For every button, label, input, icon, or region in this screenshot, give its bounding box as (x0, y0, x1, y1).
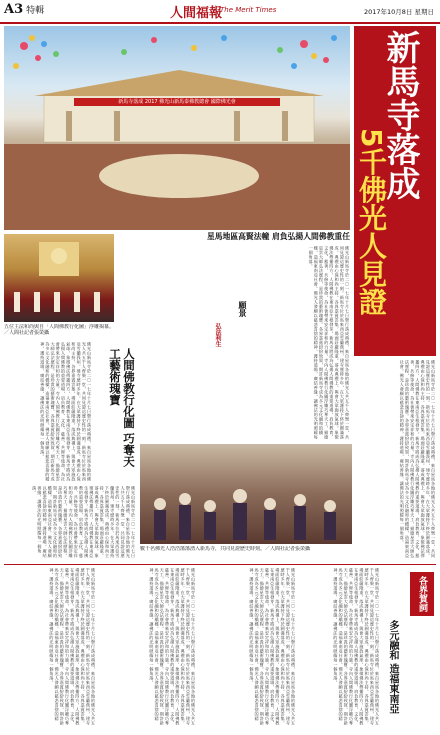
bottom-text-3: 佛光山新馬寺於二〇一七年十月七日舉行落成典禮，來自星馬各地的佛光人共五千人齊聚一堂，共同見證這歷史性的一刻。新馬寺位於馬來西亞雪蘭莪州，建寺歷時多年，在大眾護持下終於圓滿落成。典禮由心保和尚主持，各界嘉賓雲集，場面莊嚴隆重。落成典禮上，與會大眾施放氣球，象徵佛法傳播四方，人間佛教在東南亞生根發芽。新馬寺將成為弘揚人間佛教的重要道場，肩負教育、文化、慈善、共修等使命，為社會帶來安定祥和的力量。寺內人間佛教行化圖浮雕巧奪天工，描繪星雲大師弘法歷程，是珍貴的藝術瑰寶。各界嘉賓紛紛致賀，期許新馬寺成為多元文化融和的橋樑，造福東南亞社會。佛光人發願以慈悲喜捨的精神，護持道場，廣結善緣，讓佛法的光明照耀每一個角落。 (249, 568, 296, 726)
issue-date: 2017年10月8日 星期日 (363, 8, 434, 16)
section-head-vision: 願景 (238, 301, 247, 317)
bottom-text-1: 佛光山新馬寺於二〇一七年十月七日舉行落成典禮，來自星馬各地的佛光人共五千人齊聚一堂，共同見證這歷史性的一刻。新馬寺位於馬來西亞雪蘭莪州，建寺歷時多年，在大眾護持下終於圓滿落成。典禮由心保和尚主持，各界嘉賓雲集，場面莊嚴隆重。落成典禮上，與會大眾施放氣球，象徵佛法傳播四方，人間佛教在東南亞生根發芽。新馬寺將成為弘揚人間佛教的重要道場，肩負教育、文化、慈善、共修等使命，為社會帶來安定祥和的力量。寺內人間佛教行化圖浮雕巧奪天工，描繪星雲大師弘法歷程，是珍貴的藝術瑰寶。各界嘉賓紛紛致賀，期許新馬寺成為多元文化融和的橋樑，造福東南亞社會。佛光人發願以慈悲喜捨的精神，護持道場，廣結善緣，讓佛法的光明照耀每一個角落。 (49, 568, 96, 726)
altar-caption: 五位主法和尚與自「人間佛教行化圖」浮雕揭幕。／人間社記者張榮攝 (4, 324, 114, 336)
crowd-illustration (140, 444, 352, 544)
art-headline: 人間佛教行化圖 巧奪天工藝術瑰寶 (108, 348, 136, 468)
altar-illustration (4, 234, 114, 322)
section-head-support: 弘法利生 (214, 323, 221, 347)
section-divider (4, 564, 436, 565)
page-header (0, 0, 440, 24)
subheadline: 星馬地區高賢法幢 肩負弘揚人間佛教重任 (206, 232, 350, 241)
body-text-left: 佛光山新馬寺於二〇一七年十月七日舉行落成典禮，來自星馬各地的佛光人共五千人齊聚一堂，共同見證這歷史性的一刻。新馬寺位於馬來西亞雪蘭莪州，建寺歷時多年，在大眾護持下終於圓滿落成。典禮由心保和尚主持，各界嘉賓雲集，場面莊嚴隆重。落成典禮上，與會大眾施放氣球，象徵佛法傳播四方，人間佛教在東南亞生根發芽。新馬寺將成為弘揚人間佛教的重要道場，肩負教育、文化、慈善、共修等使命，為社會帶來安定祥和的力量。寺內人間佛教行化圖浮雕巧奪天工，描繪星雲大師弘法歷程，是珍貴的藝術瑰寶。各界嘉賓紛紛致賀，期許新馬寺成為多元文化融和的橋樑，造福東南亞社會。佛光人發願以慈悲喜捨的精神，護持道場，廣結善緣，讓佛法的光明照耀每一個角落。 (40, 342, 92, 482)
bottom-text-4: 佛光山新馬寺於二〇一七年十月七日舉行落成典禮，來自星馬各地的佛光人共五千人齊聚一堂，共同見證這歷史性的一刻。新馬寺位於馬來西亞雪蘭莪州，建寺歷時多年，在大眾護持下終於圓滿落成。典禮由心保和尚主持，各界嘉賓雲集，場面莊嚴隆重。落成典禮上，與會大眾施放氣球，象徵佛法傳播四方，人間佛教在東南亞生根發芽。新馬寺將成為弘揚人間佛教的重要道場，肩負教育、文化、慈善、共修等使命，為社會帶來安定祥和的力量。寺內人間佛教行化圖浮雕巧奪天工，描繪星雲大師弘法歷程，是珍貴的藝術瑰寶。各界嘉賓紛紛致賀，期許新馬寺成為多元文化融和的橋樑，造福東南亞社會。佛光人發願以慈悲喜捨的精神，護持道場，廣結善緣，讓佛法的光明照耀每一個角落。 (333, 568, 380, 726)
temple-scene-illustration (4, 26, 350, 230)
headline-main-bottom: 5千佛光人見證 (355, 128, 388, 316)
newspaper-logo-en: The Merit Times (220, 6, 277, 14)
news-box-title: 多元融和 造福東南亞 (387, 620, 398, 714)
crowd-caption: 數千名佛光人浩浩蕩蕩湧入新馬寺，共同見證歷史時刻。／人間社記者張榮攝 (140, 546, 311, 552)
news-box-label: 各界賀詞 (410, 572, 434, 616)
main-photo (4, 26, 350, 230)
body-text-right: 佛光山新馬寺於二〇一七年十月七日舉行落成典禮，來自星馬各地的佛光人共五千人齊聚一堂，共同見證這歷史性的一刻。新馬寺位於馬來西亞雪蘭莪州，建寺歷時多年，在大眾護持下終於圓滿落成。典禮由心保和尚主持，各界嘉賓雲集，場面莊嚴隆重。落成典禮上，與會大眾施放氣球，象徵佛法傳播四方，人間佛教在東南亞生根發芽。新馬寺將成為弘揚人間佛教的重要道場，肩負教育、文化、慈善、共修等使命，為社會帶來安定祥和的力量。寺內人間佛教行化圖浮雕巧奪天工，描繪星雲大師弘法歷程，是珍貴的藝術瑰寶。各界嘉賓紛紛致賀，期許新馬寺成為多元文化融和的橋樑，造福東南亞社會。佛光人發願以慈悲喜捨的精神，護持道場，廣結善緣，讓佛法的光明照耀每一個角落。 (399, 360, 436, 558)
body-text-upper: 佛光山新馬寺於二〇一七年十月七日舉行落成典禮，來自星馬各地的佛光人共五千人齊聚一堂，共同見證這歷史性的一刻。新馬寺位於馬來西亞雪蘭莪州，建寺歷時多年，在大眾護持下終於圓滿落成。典禮由心保和尚主持，各界嘉賓雲集，場面莊嚴隆重。落成典禮上，與會大眾施放氣球，象徵佛法傳播四方，人間佛教在東南亞生根發芽。新馬寺將成為弘揚人間佛教的重要道場，肩負教育、文化、慈善、共修等使命，為社會帶來安定祥和的力量。寺內人間佛教行化圖浮雕巧奪天工，描繪星雲大師弘法歷程，是珍貴的藝術瑰寶。各界嘉賓紛紛致賀，期許新馬寺成為多元文化融和的橋樑，造福東南亞社會。佛光人發願以慈悲喜捨的精神，護持道場，廣結善緣，讓佛法的光明照耀每一個角落。 (308, 246, 350, 440)
newspaper-logo: 人間福報 (170, 6, 223, 21)
page-number: A3 特輯 (4, 2, 45, 17)
banner-text: 新馬寺落成 2017 佛光山新馬泰佛教總會 國際佛光會 (118, 99, 236, 105)
crowd-photo (140, 444, 352, 544)
bottom-text-2: 佛光山新馬寺於二〇一七年十月七日舉行落成典禮，來自星馬各地的佛光人共五千人齊聚一堂，共同見證這歷史性的一刻。新馬寺位於馬來西亞雪蘭莪州，建寺歷時多年，在大眾護持下終於圓滿落成。典禮由心保和尚主持，各界嘉賓雲集，場面莊嚴隆重。落成典禮上，與會大眾施放氣球，象徵佛法傳播四方，人間佛教在東南亞生根發芽。新馬寺將成為弘揚人間佛教的重要道場，肩負教育、文化、慈善、共修等使命，為社會帶來安定祥和的力量。寺內人間佛教行化圖浮雕巧奪天工，描繪星雲大師弘法歷程，是珍貴的藝術瑰寶。各界嘉賓紛紛致賀，期許新馬寺成為多元文化融和的橋樑，造福東南亞社會。佛光人發願以慈悲喜捨的精神，護持道場，廣結善緣，讓佛法的光明照耀每一個角落。 (149, 568, 196, 726)
headline-main-top: 新馬寺落成 (380, 30, 420, 200)
body-text-middle: 佛光山新馬寺於二〇一七年十月七日舉行落成典禮，來自星馬各地的佛光人共五千人齊聚一堂，共同見證這歷史性的一刻。新馬寺位於馬來西亞雪蘭莪州，建寺歷時多年，在大眾護持下終於圓滿落成。典禮由心保和尚主持，各界嘉賓雲集，場面莊嚴隆重。落成典禮上，與會大眾施放氣球，象徵佛法傳播四方，人間佛教在東南亞生根發芽。新馬寺將成為弘揚人間佛教的重要道場，肩負教育、文化、慈善、共修等使命，為社會帶來安定祥和的力量。寺內人間佛教行化圖浮雕巧奪天工，描繪星雲大師弘法歷程，是珍貴的藝術瑰寶。各界嘉賓紛紛致賀，期許新馬寺成為多元文化融和的橋樑，造福東南亞社會。佛光人發願以慈悲喜捨的精神，護持道場，廣結善緣，讓佛法的光明照耀每一個角落。 (32, 486, 136, 558)
altar-photo (4, 234, 114, 322)
